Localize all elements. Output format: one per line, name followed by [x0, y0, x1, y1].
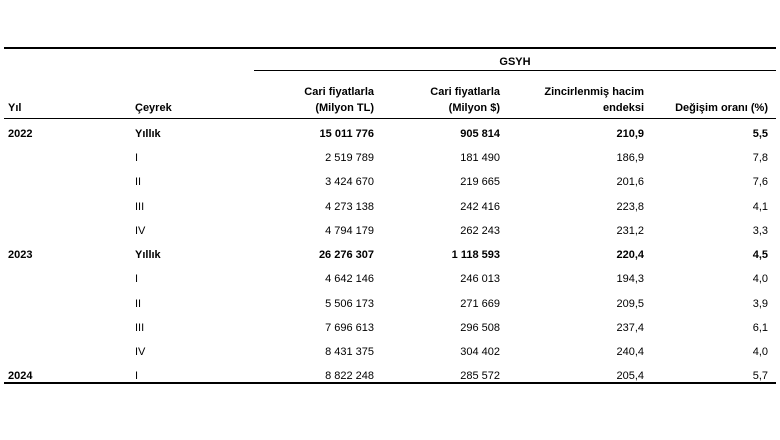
cell-chained-index: 186,9: [616, 152, 644, 164]
cell-change-rate: 5,5: [752, 128, 768, 140]
cell-quarter: III: [135, 201, 145, 213]
cell-change-rate: 5,7: [752, 370, 768, 382]
cell-change-rate: 6,1: [752, 322, 768, 334]
col-header-chained-index-line1: Zincirlenmiş hacim: [544, 86, 644, 98]
col-header-current-tl: [234, 84, 374, 116]
col-header-quarter: Çeyrek: [135, 102, 172, 114]
cell-current-tl: 8 431 375: [325, 346, 374, 358]
bottom-rule: [4, 382, 776, 384]
cell-chained-index: 237,4: [616, 322, 644, 334]
cell-change-rate: 4,1: [752, 201, 768, 213]
cell-quarter: III: [135, 322, 145, 334]
cell-current-usd: 246 013: [460, 273, 500, 285]
cell-chained-index: 201,6: [616, 176, 644, 188]
cell-year: 2024: [8, 370, 33, 382]
cell-change-rate: 4,0: [752, 273, 768, 285]
cell-quarter: IV: [135, 225, 146, 237]
top-rule: [4, 47, 776, 49]
cell-change-rate: 4,5: [752, 249, 768, 261]
cell-quarter: I: [135, 152, 139, 164]
cell-current-usd: 262 243: [460, 225, 500, 237]
cell-quarter: I: [135, 370, 139, 382]
cell-current-usd: 1 118 593: [451, 249, 500, 261]
col-header-current-usd-line1: Cari fiyatlarla: [430, 86, 500, 98]
col-header-chained-index: [480, 84, 644, 116]
cell-current-tl: 15 011 776: [319, 128, 374, 140]
cell-chained-index: 240,4: [616, 346, 644, 358]
cell-chained-index: 209,5: [616, 298, 644, 310]
cell-chained-index: 231,2: [616, 225, 644, 237]
cell-quarter: IV: [135, 346, 146, 358]
col-header-current-usd: [360, 84, 500, 116]
cell-current-tl: 7 696 613: [325, 322, 374, 334]
cell-current-usd: 285 572: [460, 370, 500, 382]
cell-change-rate: 4,0: [752, 346, 768, 358]
group-rule: [254, 70, 776, 71]
cell-change-rate: 7,8: [752, 152, 768, 164]
cell-quarter: Yıllık: [135, 249, 161, 261]
cell-chained-index: 205,4: [616, 370, 644, 382]
cell-change-rate: 3,9: [752, 298, 768, 310]
cell-current-tl: 4 794 179: [325, 225, 374, 237]
cell-chained-index: 210,9: [616, 128, 644, 140]
cell-current-tl: 2 519 789: [325, 152, 374, 164]
col-header-current-tl-line2: (Milyon TL): [315, 102, 374, 114]
col-header-current-tl-line1: Cari fiyatlarla: [304, 86, 374, 98]
col-header-year: Yıl: [8, 102, 22, 114]
cell-chained-index: 220,4: [616, 249, 644, 261]
cell-current-tl: 5 506 173: [325, 298, 374, 310]
cell-current-tl: 4 642 146: [325, 273, 374, 285]
cell-current-tl: 4 273 138: [325, 201, 374, 213]
cell-change-rate: 3,3: [752, 225, 768, 237]
cell-current-usd: 905 814: [460, 128, 500, 140]
col-header-chained-index-line2: endeksi: [603, 102, 644, 114]
cell-change-rate: 7,6: [752, 176, 768, 188]
cell-current-usd: 296 508: [460, 322, 500, 334]
cell-quarter: II: [135, 298, 142, 310]
cell-current-usd: 242 416: [460, 201, 500, 213]
cell-current-usd: 219 665: [460, 176, 500, 188]
cell-quarter: II: [135, 176, 142, 188]
cell-year: 2023: [8, 249, 33, 261]
cell-chained-index: 194,3: [616, 273, 644, 285]
cell-current-tl: 26 276 307: [318, 249, 374, 261]
cell-chained-index: 223,8: [616, 201, 644, 213]
header-rule: [4, 118, 776, 119]
cell-year: 2022: [8, 128, 33, 140]
cell-current-tl: 3 424 670: [325, 176, 374, 188]
cell-quarter: Yıllık: [135, 128, 161, 140]
cell-current-usd: 181 490: [460, 152, 500, 164]
col-header-current-usd-line2: (Milyon $): [448, 102, 500, 114]
cell-current-usd: 304 402: [460, 346, 500, 358]
cell-quarter: I: [135, 273, 139, 285]
group-header-gsyh: GSYH: [499, 56, 531, 68]
cell-current-tl: 8 822 248: [325, 370, 374, 382]
col-header-change-rate: Değişim oranı (%): [675, 102, 768, 114]
cell-current-usd: 271 669: [460, 298, 500, 310]
